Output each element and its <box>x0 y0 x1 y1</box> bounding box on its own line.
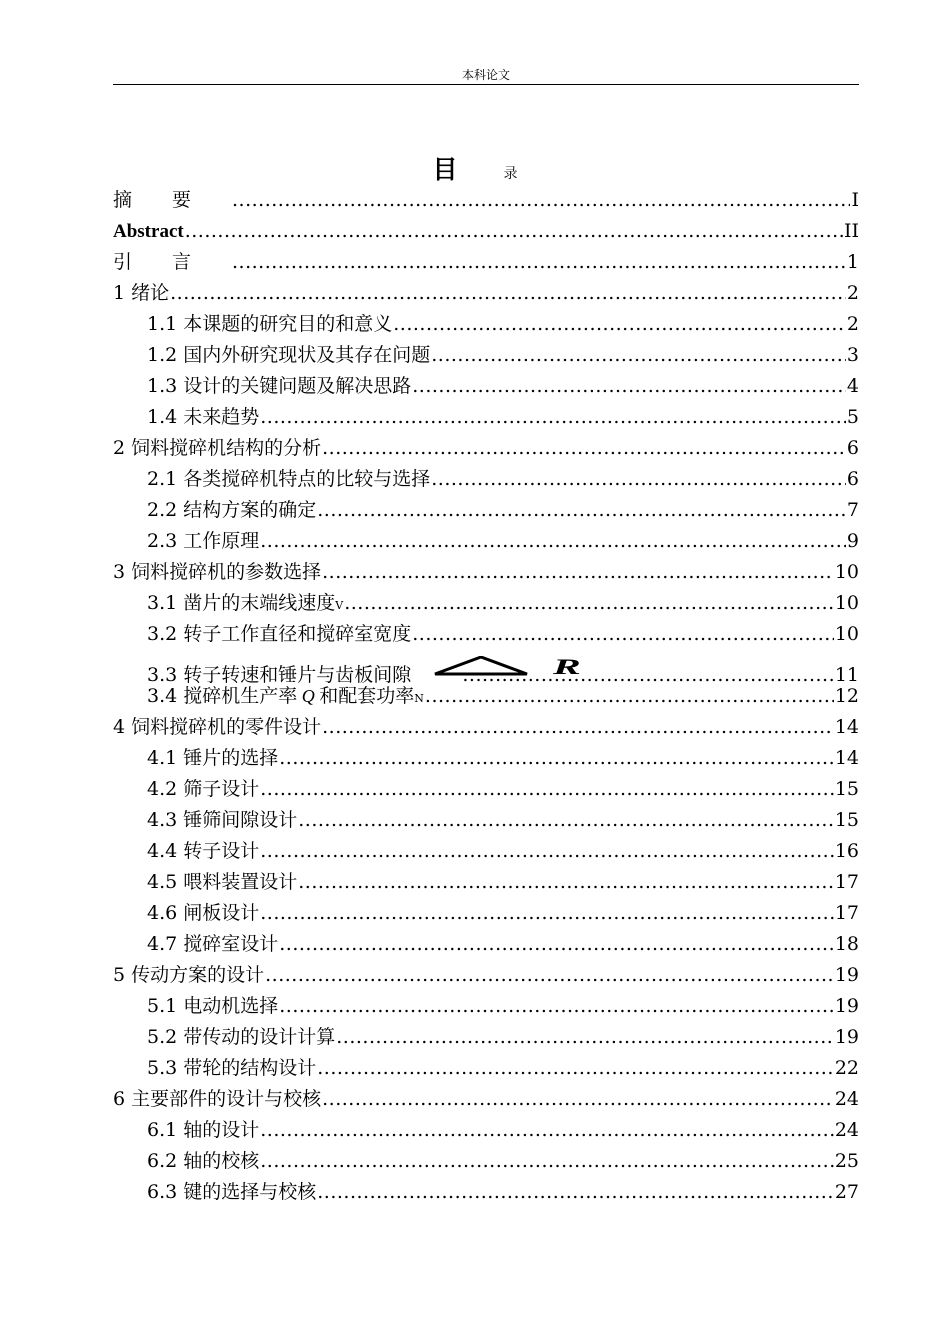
toc-entry[interactable] <box>113 1177 859 1208</box>
toc-entry[interactable] <box>113 216 859 247</box>
leader-dots <box>185 216 843 247</box>
leader-dots <box>260 402 846 433</box>
formula-delta-r <box>411 650 582 681</box>
leader-dots <box>260 898 834 929</box>
leader-dots <box>279 991 834 1022</box>
leader-dots <box>322 433 846 464</box>
toc-entry-label: 4.7 搅碎室设计 <box>147 933 279 955</box>
toc-entry-label: 4.5 喂料装置设计 <box>147 871 298 893</box>
toc-entry-page: 6 <box>846 437 859 459</box>
toc-entry-page: 24 <box>834 1119 859 1141</box>
toc-entry-label: Abstract <box>113 221 184 242</box>
toc-entry[interactable] <box>113 185 859 216</box>
toc-entry[interactable] <box>113 1084 859 1115</box>
toc-entry-page: 25 <box>834 1150 859 1172</box>
toc-entry[interactable] <box>113 681 859 712</box>
toc-entry-page: 16 <box>834 840 859 862</box>
toc-entry-page: 10 <box>834 561 859 583</box>
leader-dots <box>232 185 850 216</box>
toc-entry[interactable] <box>113 650 859 686</box>
toc-entry-label: 5.1 电动机选择 <box>147 995 279 1017</box>
table-of-contents <box>113 185 859 1208</box>
toc-entry-label-part: 3.4 搅碎机生产率 <box>147 685 298 707</box>
leader-dots <box>260 836 834 867</box>
toc-entry[interactable] <box>113 774 859 805</box>
header-text: 本科论文 <box>461 68 510 82</box>
toc-entry-page: 9 <box>846 530 859 552</box>
leader-dots <box>425 681 834 712</box>
toc-entry-label: 3.2 转子工作直径和搅碎室宽度 <box>147 623 412 645</box>
toc-entry[interactable] <box>113 526 859 557</box>
leader-dots <box>298 805 834 836</box>
toc-entry-page: 19 <box>834 964 859 986</box>
toc-title <box>0 150 950 186</box>
leader-dots <box>322 712 834 743</box>
toc-entry[interactable] <box>113 1146 859 1177</box>
leader-dots <box>260 774 834 805</box>
toc-entry-page: 17 <box>834 902 859 924</box>
toc-entry-page: 11 <box>834 664 859 686</box>
leader-dots <box>393 309 846 340</box>
toc-entry-page: 22 <box>834 1057 859 1079</box>
toc-entry-page: 12 <box>834 685 859 707</box>
toc-entry-page: 2 <box>846 282 859 304</box>
toc-entry[interactable] <box>113 805 859 836</box>
toc-entry-label: 4.1 锤片的选择 <box>147 747 279 769</box>
toc-entry-page: 4 <box>846 375 859 397</box>
toc-entry-label-part: 和配套功率 <box>319 685 415 707</box>
toc-entry-label: 3.3 转子转速和锤片与齿板间隙 <box>147 664 412 686</box>
toc-entry-label: 引言 <box>113 251 232 273</box>
toc-entry-page: 24 <box>834 1088 859 1110</box>
leader-dots <box>322 1084 834 1115</box>
toc-title-secondary: 录 <box>503 166 518 182</box>
toc-entry[interactable] <box>113 1053 859 1084</box>
toc-entry-label: 4.4 转子设计 <box>147 840 260 862</box>
toc-entry-label: 2.2 结构方案的确定 <box>147 499 317 521</box>
leader-dots <box>260 1115 834 1146</box>
math-symbol: Q <box>297 686 320 706</box>
toc-entry[interactable] <box>113 898 859 929</box>
leader-dots <box>298 867 834 898</box>
leader-dots <box>431 464 846 495</box>
toc-entry-label: 摘要 <box>113 189 232 211</box>
toc-entry-page: 19 <box>834 995 859 1017</box>
toc-entry-label: 5 传动方案的设计 <box>113 964 265 986</box>
toc-entry-label: 1.3 设计的关键问题及解决思路 <box>147 375 412 397</box>
toc-entry[interactable] <box>113 929 859 960</box>
toc-entry[interactable] <box>113 309 859 340</box>
toc-entry[interactable] <box>113 619 859 650</box>
toc-entry-label: 6 主要部件的设计与校核 <box>113 1088 322 1110</box>
toc-entry-label: 1 绪论 <box>113 282 170 304</box>
toc-entry[interactable] <box>113 464 859 495</box>
leader-dots <box>344 588 834 619</box>
toc-entry-page: 14 <box>834 716 859 738</box>
page-header <box>113 64 859 85</box>
toc-entry[interactable] <box>113 743 859 774</box>
toc-entry[interactable] <box>113 340 859 371</box>
toc-entry[interactable] <box>113 1022 859 1053</box>
toc-entry-label: 2.1 各类搅碎机特点的比较与选择 <box>147 468 431 490</box>
toc-entry-label: 1.2 国内外研究现状及其存在问题 <box>147 344 431 366</box>
leader-dots <box>232 247 846 278</box>
toc-entry-label-part: 3.1 凿片的末端线速度 <box>147 592 336 614</box>
toc-entry[interactable] <box>113 495 859 526</box>
toc-entry-label: 2.3 工作原理 <box>147 530 260 552</box>
toc-entry[interactable] <box>113 712 859 743</box>
toc-entry[interactable] <box>113 433 859 464</box>
toc-entry-label: 1.1 本课题的研究目的和意义 <box>147 313 393 335</box>
leader-dots <box>317 495 846 526</box>
toc-entry-label: 6.2 轴的校核 <box>147 1150 260 1172</box>
math-symbol-small: N <box>414 692 424 705</box>
toc-entry-label: 2 饲料搅碎机结构的分析 <box>113 437 322 459</box>
toc-entry-page: 19 <box>834 1026 859 1048</box>
toc-entry[interactable] <box>113 960 859 991</box>
toc-entry-label <box>147 588 343 621</box>
toc-entry-page: 6 <box>846 468 859 490</box>
toc-entry-label <box>147 681 424 714</box>
toc-entry-page: 5 <box>846 406 859 428</box>
leader-dots <box>431 340 846 371</box>
toc-entry-label: 4.2 筛子设计 <box>147 778 260 800</box>
leader-dots <box>260 526 846 557</box>
toc-entry-page: II <box>843 220 859 242</box>
toc-entry-page: 14 <box>834 747 859 769</box>
toc-entry-page: 15 <box>834 809 859 831</box>
toc-entry-page: 1 <box>846 251 859 273</box>
leader-dots <box>412 371 846 402</box>
toc-entry[interactable] <box>113 991 859 1022</box>
toc-entry-page: 7 <box>846 499 859 521</box>
toc-entry-label: 6.3 键的选择与校核 <box>147 1181 317 1203</box>
toc-entry-page: 2 <box>846 313 859 335</box>
toc-entry[interactable] <box>113 588 859 619</box>
leader-dots <box>317 1053 834 1084</box>
leader-dots <box>260 1146 834 1177</box>
toc-entry-page: 27 <box>834 1181 859 1203</box>
toc-entry-label: 4.3 锤筛间隙设计 <box>147 809 298 831</box>
leader-dots <box>322 557 834 588</box>
toc-entry[interactable] <box>113 1115 859 1146</box>
toc-entry[interactable] <box>113 402 859 433</box>
math-symbol-small: V <box>335 599 344 612</box>
leader-dots <box>265 960 834 991</box>
toc-entry-page: 3 <box>846 344 859 366</box>
toc-entry-page: I <box>851 189 859 211</box>
toc-entry-page: 10 <box>834 623 859 645</box>
toc-entry-page: 18 <box>834 933 859 955</box>
toc-entry-label: 6.1 轴的设计 <box>147 1119 260 1141</box>
toc-entry[interactable] <box>113 247 859 278</box>
leader-dots <box>412 619 834 650</box>
toc-entry-page: 10 <box>834 592 859 614</box>
toc-entry-label: 4 饲料搅碎机的零件设计 <box>113 716 322 738</box>
toc-title-main: 目 <box>432 155 458 184</box>
leader-dots <box>279 743 834 774</box>
toc-entry[interactable] <box>113 278 859 309</box>
toc-entry-page: 17 <box>834 871 859 893</box>
toc-entry[interactable] <box>113 371 859 402</box>
toc-entry-label: 4.6 闸板设计 <box>147 902 260 924</box>
toc-entry-label: 3 饲料搅碎机的参数选择 <box>113 561 322 583</box>
toc-entry[interactable] <box>113 867 859 898</box>
toc-entry-label: 5.3 带轮的结构设计 <box>147 1057 317 1079</box>
leader-dots <box>336 1022 834 1053</box>
toc-entry[interactable] <box>113 836 859 867</box>
toc-entry-page: 15 <box>834 778 859 800</box>
toc-entry[interactable] <box>113 557 859 588</box>
svg-text:R: R <box>553 656 582 676</box>
leader-dots <box>170 278 846 309</box>
toc-entry-label: 1.4 未来趋势 <box>147 406 260 428</box>
toc-entry-label: 5.2 带传动的设计计算 <box>147 1026 336 1048</box>
leader-dots <box>317 1177 834 1208</box>
leader-dots <box>279 929 834 960</box>
